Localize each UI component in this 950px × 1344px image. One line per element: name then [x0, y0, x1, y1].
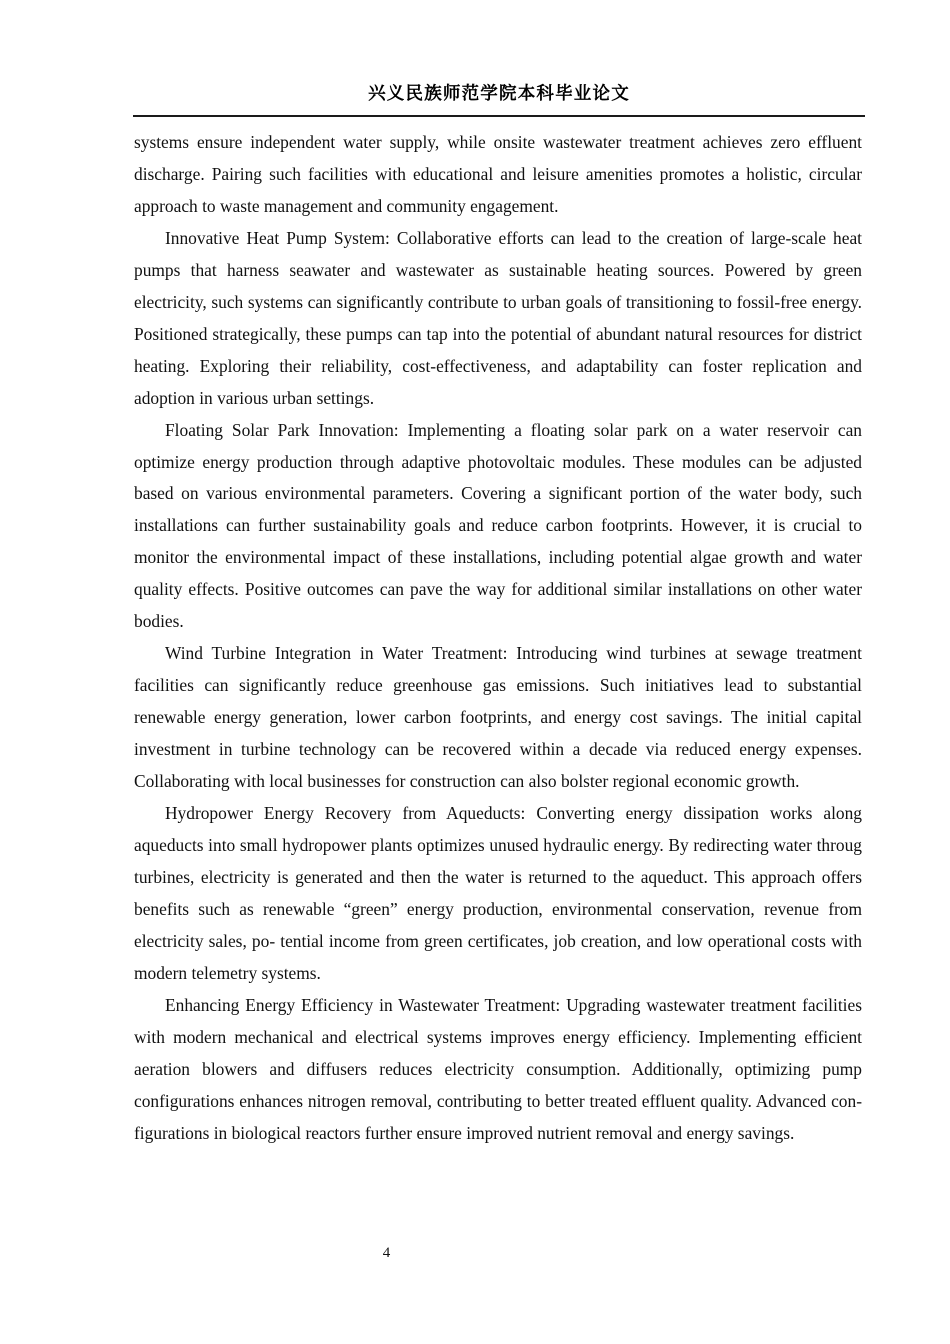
paragraph-enhancing-energy-efficiency: Enhancing Energy Efficiency in Wastewater Treatment: Upgrading wastewater treatment facilities with modern mechanical and electrical systems improves energy efficiency. Implementing efficient aeration blowers and diffusers reduces electricity consumption. Additionally, optimizing pump configurations enhances nitrogen removal, contributing to better treated effluent quality. Advanced con- figurations in biological reactors further ensure improved nutrient removal and energy savings. — [134, 994, 862, 1143]
body-text-column — [134, 127, 862, 1150]
paragraph-wind-turbine-integration: Wind Turbine Integration in Water Treatment: Introducing wind turbines at sewage treatment facilities can significantly reduce greenhouse gas emissions. Such initiatives lead to substantial renewable energy generation, lower carbon footprints, and energy cost savings. The initial capital investment in turbine technology can be recovered within a decade via reduced energy expenses. Collaborating with local businesses for construction can also bolster regional economic growth. — [134, 643, 862, 792]
paragraph-innovative-heat-pump-system: Innovative Heat Pump System: Collaborative efforts can lead to the creation of large-scale heat pumps that harness seawater and wastewater as sustainable heating sources. Powered by green electricity, such systems can significantly contribute to urban goals of transitioning to fossil-free energy. Positioned strategically, these pumps can tap into the potential of abundant natural resources for district heating. Exploring their reliability, cost-effectiveness, and adaptability can foster replication and adoption in various urban settings. — [134, 227, 862, 408]
paragraph-hydropower-energy-recovery: Hydropower Energy Recovery from Aqueducts: Converting energy dissipation works along aqueducts into small hydropower plants optimizes unused hydraulic energy. By redirecting water throug turbines, electricity is generated and then the water is returned to the aqueduct. This approach offers benefits such as renewable “green” energy production, environmental conservation, revenue from electricity sales, po- tential income from green certificates, job creation, and low operational costs with modern telemetry systems. — [134, 803, 862, 983]
paragraph-floating-solar-park-innovation: Floating Solar Park Innovation: Implementing a floating solar park on a water reservoir can optimize energy production through adaptive photovoltaic modules. These modules can be adjusted based on various environmental parameters. Covering a significant portion of the water body, such installations can further sustainability goals and reduce carbon footprints. However, it is crucial to monitor the environmental impact of these installations, including potential algae growth and water quality effects. Positive outcomes can pave the way for additional similar installations on other water bodies. — [134, 419, 862, 632]
page-number: 4 — [382, 1245, 391, 1261]
paragraph-continuation-zero-effluent: systems ensure independent water supply, while onsite wastewater treatment achieves zero effluent discharge. Pairing such facilities with educational and leisure amenities promotes a holistic, circular approach to waste management and community engagement. — [134, 132, 862, 216]
header-divider-rule — [133, 115, 865, 117]
running-header — [133, 82, 865, 112]
header-title: 兴义民族师范学院本科毕业论文 — [368, 84, 630, 104]
